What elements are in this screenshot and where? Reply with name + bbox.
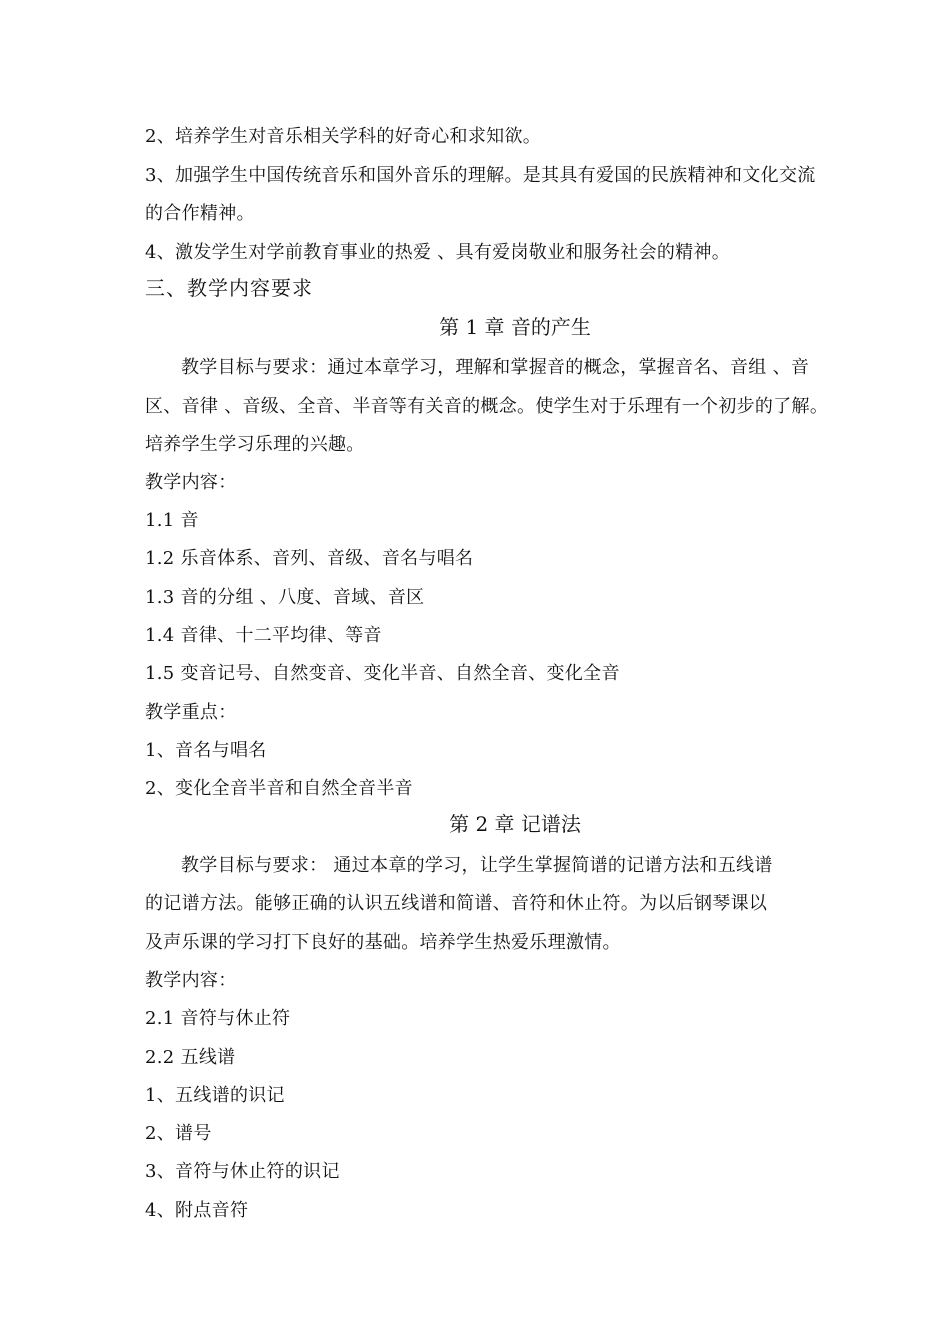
chapter2-content-item: 3、音符与休止符的识记 [145,1161,340,1182]
chapter2-content-item: 2、谱号 [145,1123,212,1144]
objective-3: 3、加强学生中国传统音乐和国外音乐的理解。是其具有爱国的民族精神和文化交流 [145,165,816,186]
chapter1-content-item: 1.2 乐音体系、音列、音级、音名与唱名 [145,548,474,569]
chapter2-goal-line-1: 教学目标与要求： 通过本章的学习，让学生掌握简谱的记谱方法和五线谱 [181,855,773,876]
chapter2-content-item: 2.2 五线谱 [145,1047,236,1068]
objective-4: 4、激发学生对学前教育事业的热爱 、具有爱岗敬业和服务社会的精神。 [145,242,731,263]
chapter2-title: 第 2 章 记谱法 [449,812,581,836]
chapter1-content-label: 教学内容： [145,472,237,493]
chapter1-goal-line-1: 教学目标与要求：通过本章学习，理解和掌握音的概念，掌握音名、音组 、音 [181,357,810,378]
chapter2-goal-line-3: 及声乐课的学习打下良好的基础。培养学生热爱乐理激情。 [145,932,621,953]
chapter1-goal-line-2: 区、音律 、音级、全音、半音等有关音的概念。使学生对于乐理有一个初步的了解。 [145,396,829,417]
chapter2-content-label: 教学内容： [145,970,237,991]
section-heading: 三、教学内容要求 [145,276,313,300]
chapter1-key-point: 1、音名与唱名 [145,740,267,761]
objective-2: 2、培养学生对音乐相关学科的好奇心和求知欲。 [145,126,542,147]
chapter1-key-label: 教学重点： [145,702,237,723]
chapter2-goal-line-2: 的记谱方法。能够正确的认识五线谱和简谱、音符和休止符。为以后钢琴课以 [145,893,768,914]
chapter2-content-item: 4、附点音符 [145,1200,249,1221]
chapter1-goal-line-3: 培养学生学习乐理的兴趣。 [145,434,365,455]
chapter1-content-item: 1.4 音律、十二平均律、等音 [145,625,382,646]
chapter1-key-point: 2、变化全音半音和自然全音半音 [145,778,413,799]
chapter1-content-item: 1.1 音 [145,510,199,531]
chapter1-content-item: 1.3 音的分组 、八度、音域、音区 [145,587,425,608]
chapter2-content-item: 1、五线谱的识记 [145,1085,285,1106]
chapter2-content-item: 2.1 音符与休止符 [145,1008,291,1029]
objective-3-continued: 的合作精神。 [145,203,255,224]
chapter1-content-item: 1.5 变音记号、自然变音、变化半音、自然全音、变化全音 [145,663,620,684]
chapter1-title: 第 1 章 音的产生 [439,315,591,339]
